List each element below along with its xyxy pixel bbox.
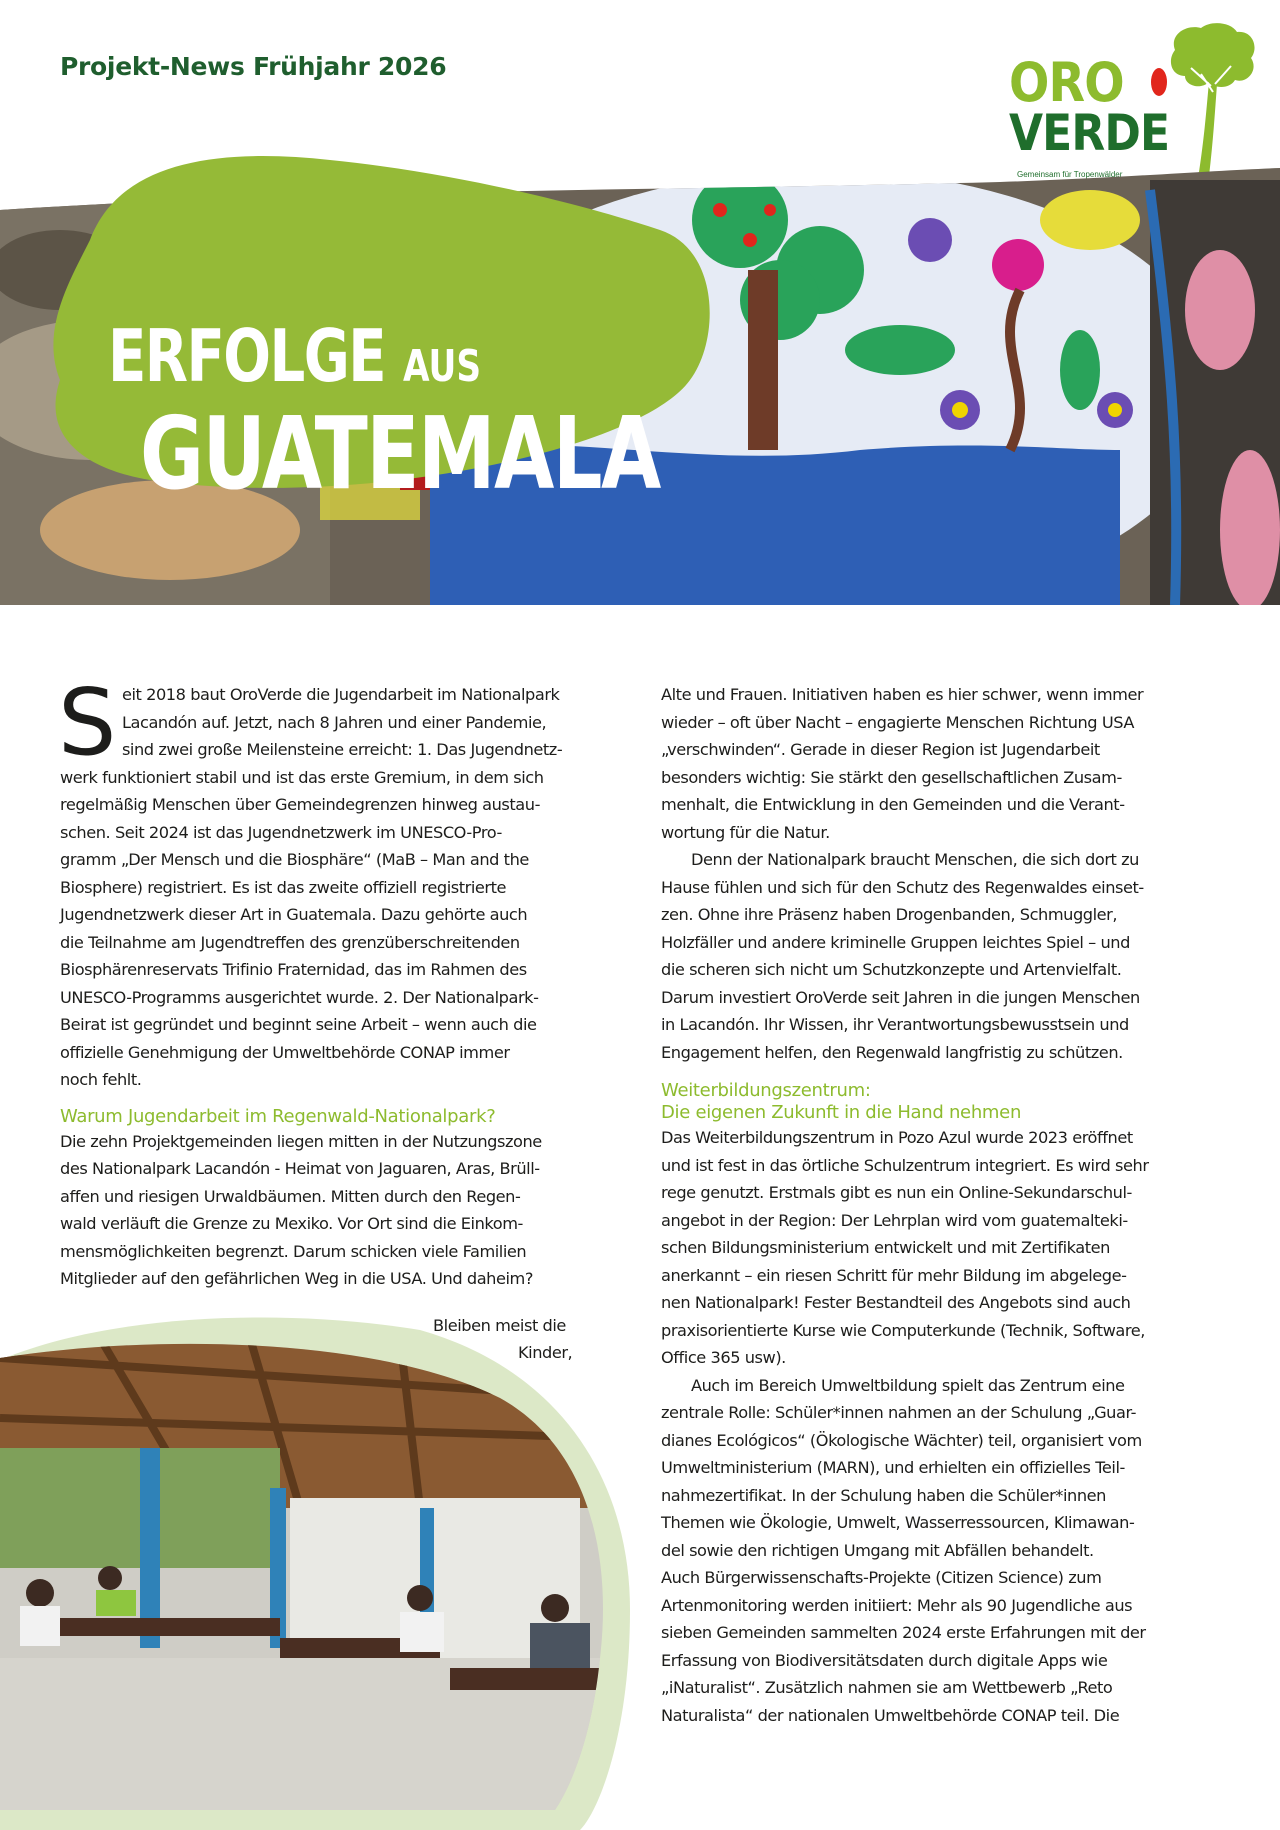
hero-title-line1	[108, 314, 482, 403]
body-line: Denn der Nationalpark braucht Menschen, die sich dort zu	[691, 850, 1139, 869]
classroom-photo	[0, 1338, 610, 1810]
body-line: Themen wie Ökologie, Umwelt, Wasserressourcen, Klimawan-	[661, 1513, 1135, 1532]
section-subheading-future: Die eigenen Zukunft in die Hand nehmen	[661, 1102, 1022, 1123]
logo-tagline: Gemeinsam für Tropenwälder	[1017, 170, 1123, 179]
hero-banner	[0, 150, 1280, 605]
article-column-left	[58, 669, 620, 1293]
intro-line: die Teilnahme am Jugendtreffen des grenzüberschreitenden	[60, 932, 520, 952]
body-line: Darum investiert OroVerde seit Jahren in die jungen Menschen	[661, 987, 1140, 1007]
body-line: wald verläuft die Grenze zu Mexiko. Vor Ort sind die Einkom-	[60, 1214, 523, 1233]
body-line: Hause fühlen und sich für den Schutz des Regenwaldes einset-	[661, 877, 1144, 897]
intro-line: Biosphärenreservats Trifinio Fraternidad, das im Rahmen des	[60, 960, 527, 979]
body-line: Das Weiterbildungszentrum in Pozo Azul wurde 2023 eröffnet	[661, 1128, 1133, 1147]
body-line: zen. Ohne ihre Präsenz haben Drogenbanden, Schmuggler,	[661, 905, 1118, 924]
intro-line: noch fehlt.	[60, 1070, 142, 1089]
body-line: praxisorientierte Kurse wie Computerkunde (Technik, Software,	[661, 1320, 1145, 1340]
body-line: „verschwinden“. Gerade in dieser Region ist Jugendarbeit	[661, 740, 1100, 759]
body-line: in Lacandón. Ihr Wissen, ihr Verantwortungsbewusstsein und	[661, 1015, 1129, 1034]
body-line-wrap: Kinder,	[518, 1343, 573, 1362]
logo-word-verde: VERDE	[1009, 104, 1170, 162]
intro-line: offizielle Genehmigung der Umweltbehörde CONAP immer	[60, 1042, 510, 1062]
intro-line: regelmäßig Menschen über Gemeindegrenzen hinweg austau-	[60, 795, 540, 814]
body-line: Auch im Bereich Umweltbildung spielt das Zentrum eine	[691, 1375, 1125, 1395]
body-line: affen und riesigen Urwaldbäumen. Mitten durch den Regen-	[60, 1186, 521, 1206]
body-line-wrap: Bleiben meist die	[433, 1316, 566, 1335]
hero-title-word-aus: AUS	[403, 341, 482, 392]
hero-title-line2: GUATEMALA	[140, 395, 660, 512]
hero-title-word-erfolge: ERFOLGE	[108, 314, 386, 398]
body-line: Auch Bürgerwissenschafts-Projekte (Citizen Science) zum	[661, 1568, 1102, 1587]
body-line: schen Bildungsministerium entwickelt und mit Zertifikaten	[661, 1238, 1110, 1257]
body-line: Naturalista“ der nationalen Umweltbehörde CONAP teil. Die	[661, 1705, 1120, 1725]
body-line: menhalt, die Entwicklung in den Gemeinden und die Verant-	[661, 795, 1125, 814]
body-line: del sowie den richtigen Umgang mit Abfällen behandelt.	[661, 1540, 1094, 1560]
body-line: wortung für die Natur.	[661, 822, 830, 842]
body-line: Erfassung von Biodiversitätsdaten durch digitale Apps wie	[661, 1650, 1108, 1670]
body-line: dianes Ecológicos“ (Ökologische Wächter) teil, organisiert vom	[661, 1430, 1142, 1450]
body-line: zentrale Rolle: Schüler*innen nahmen an der Schulung „Guar-	[661, 1403, 1137, 1422]
body-line: und ist fest in das örtliche Schulzentrum integriert. Es wird sehr	[661, 1155, 1149, 1175]
body-line: nen Nationalpark! Fester Bestandteil des Angebots sind auch	[661, 1293, 1131, 1312]
intro-line: Lacandón auf. Jetzt, nach 8 Jahren und einer Pandemie,	[121, 712, 547, 732]
article-column-right	[661, 681, 1221, 1729]
body-line: Mitglieder auf den gefährlichen Weg in die USA. Und daheim?	[60, 1269, 533, 1288]
body-line: Artenmonitoring werden initiiert: Mehr als 90 Jugendliche aus	[661, 1595, 1133, 1615]
body-line: besonders wichtig: Sie stärkt den gesellschaftlichen Zusam-	[661, 767, 1122, 787]
intro-line: gramm „Der Mensch und die Biosphäre“ (MaB – Man and the	[60, 850, 529, 869]
body-line: Die zehn Projektgemeinden liegen mitten in der Nutzungszone	[60, 1131, 542, 1151]
section-heading-training-center: Weiterbildungszentrum:	[661, 1080, 871, 1101]
drop-cap: S	[58, 669, 116, 776]
body-line: die scheren sich nicht um Schutzkonzepte und Artenvielfalt.	[661, 960, 1122, 979]
body-line: rege genutzt. Erstmals gibt es nun ein Online-Sekundarschul-	[661, 1183, 1132, 1202]
intro-line: Biosphere) registriert. Es ist das zweite offiziell registrierte	[60, 877, 506, 897]
body-line: Engagement helfen, den Regenwald langfristig zu schützen.	[661, 1042, 1123, 1062]
body-line: Umweltministerium (MARN), und erhielten ein offizielles Teil-	[661, 1458, 1125, 1477]
body-line: sieben Gemeinden sammelten 2024 erste Erfahrungen mit der	[661, 1623, 1146, 1642]
intro-line: Jugendnetzwerk dieser Art in Guatemala. Dazu gehörte auch	[60, 905, 528, 924]
body-line: mensmöglichkeiten begrenzt. Darum schicken viele Familien	[60, 1241, 527, 1261]
logo-word-oro: ORO	[1009, 51, 1124, 114]
body-line: Alte und Frauen. Initiativen haben es hier schwer, wenn immer	[661, 685, 1144, 704]
body-line: angebot in der Region: Der Lehrplan wird vom guatemalteki-	[661, 1210, 1128, 1230]
intro-line: Beirat ist gegründet und beginnt seine Arbeit – wenn auch die	[60, 1015, 537, 1034]
intro-line: sind zwei große Meilensteine erreicht: 1. Das Jugendnetz-	[121, 740, 563, 759]
body-line: des Nationalpark Lacandón - Heimat von Jaguaren, Aras, Brüll-	[60, 1159, 540, 1178]
intro-line: schen. Seit 2024 ist das Jugendnetzwerk im UNESCO-Pro-	[60, 822, 502, 842]
body-line: wieder – oft über Nacht – engagierte Menschen Richtung USA	[661, 712, 1134, 732]
body-line: anerkannt – ein riesen Schritt für mehr Bildung im abgelege-	[661, 1265, 1127, 1285]
body-line: nahmezertifikat. In der Schulung haben die Schüler*innen	[661, 1485, 1106, 1505]
body-line: „iNaturalist“. Zusätzlich nahmen sie am Wettbewerb „Reto	[661, 1678, 1113, 1697]
intro-line: UNESCO-Programms ausgerichtet wurde. 2. Der Nationalpark-	[60, 987, 539, 1007]
section-heading-why-youth-work: Warum Jugendarbeit im Regenwald-Nationalpark?	[60, 1105, 496, 1127]
body-line: Office 365 usw).	[661, 1348, 786, 1367]
intro-line: eit 2018 baut OroVerde die Jugendarbeit im Nationalpark	[121, 685, 560, 704]
issue-kicker: Projekt-News Frühjahr 2026	[60, 52, 447, 81]
body-line: Holzfäller und andere kriminelle Gruppen leichtes Spiel – und	[661, 932, 1130, 952]
intro-line: werk funktioniert stabil und ist das erste Gremium, in dem sich	[60, 767, 544, 787]
